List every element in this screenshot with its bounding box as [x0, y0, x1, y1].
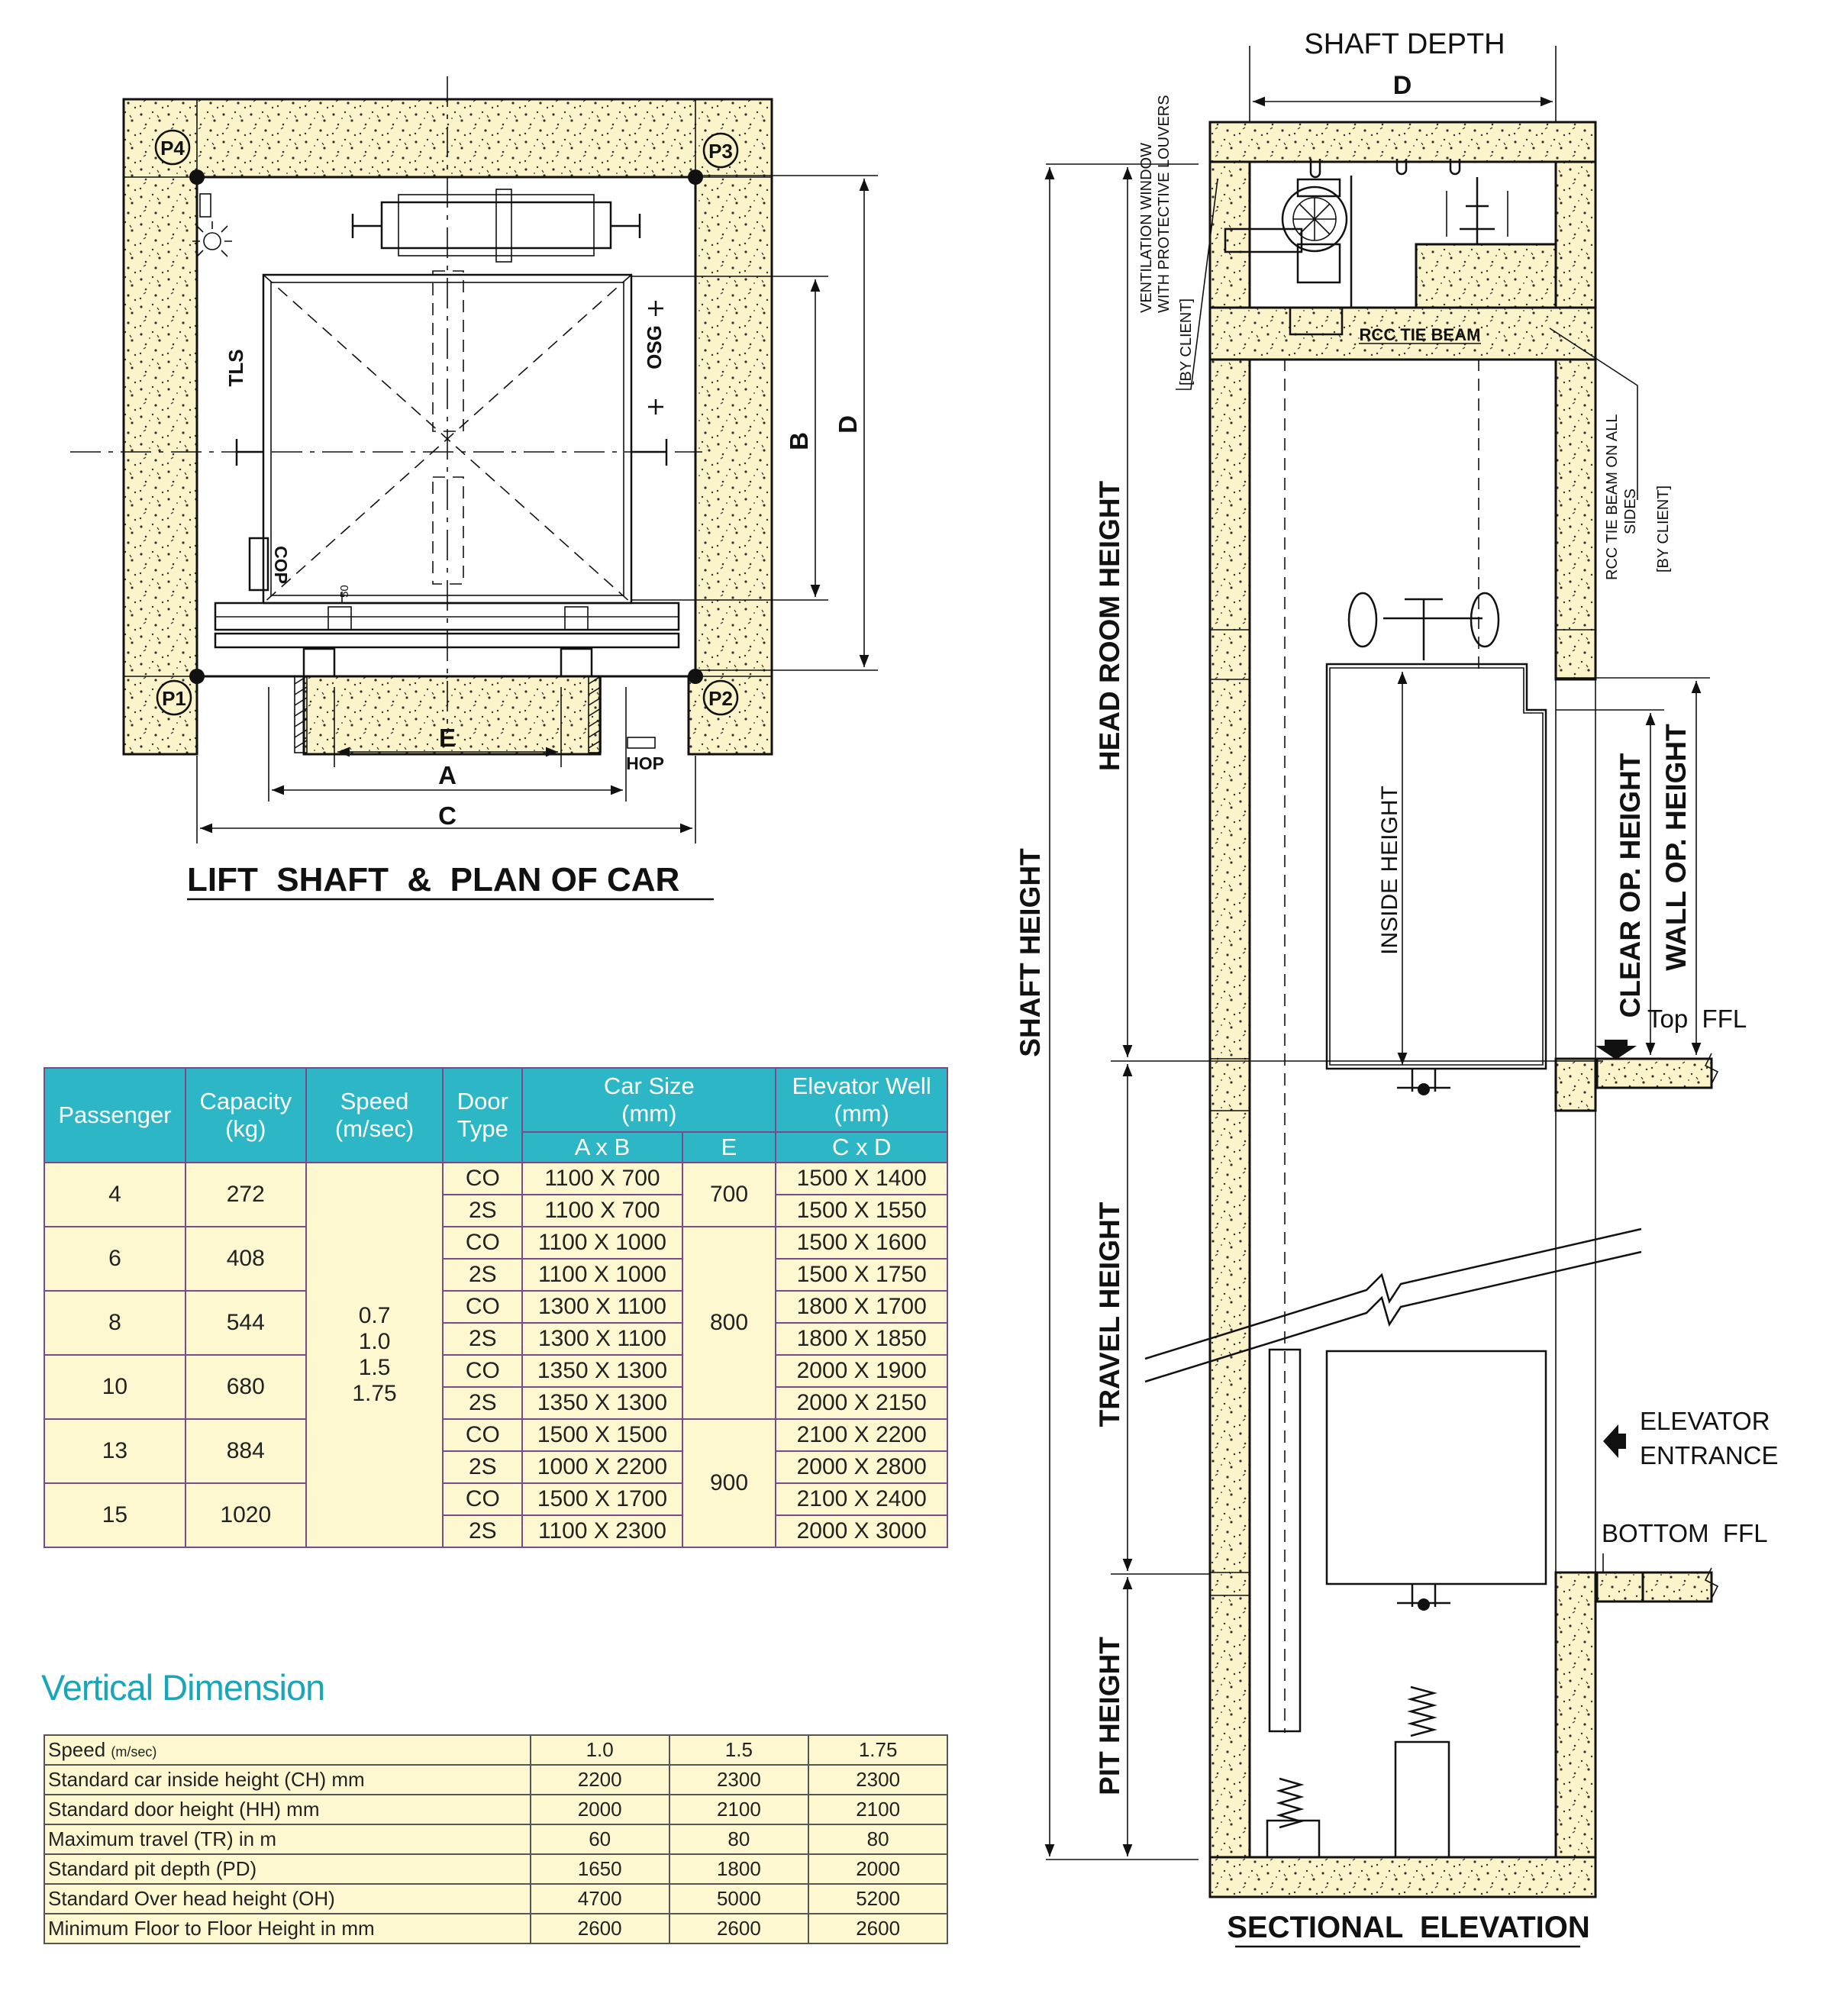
svg-text:B: B [785, 432, 813, 450]
vertical-row-value: 2600 [669, 1914, 809, 1943]
pillar-p1 [157, 681, 191, 714]
vertical-row-label: Maximum travel (TR) in m [44, 1824, 531, 1854]
car-size-cell: 1350 X 1300 [522, 1355, 682, 1387]
vertical-row-value: 1800 [669, 1854, 809, 1884]
speed-value: 1.5 [358, 1355, 391, 1380]
svg-text:E: E [438, 724, 457, 752]
vertical-row-label: Standard car inside height (CH) mm [44, 1765, 531, 1795]
shaft-depth-label: SHAFT DEPTH [1304, 28, 1505, 60]
vertical-row-label: Standard pit depth (PD) [44, 1854, 531, 1884]
pit-height-label: PIT HEIGHT [1094, 1637, 1125, 1795]
vertical-row-value: 2100 [808, 1795, 947, 1824]
header-car-size: Car Size (mm) [522, 1068, 776, 1132]
door-cell: CO [443, 1355, 522, 1387]
speed-value: 1.75 [352, 1381, 397, 1406]
bottom-ffl-label: BOTTOM FFL [1602, 1519, 1768, 1547]
passenger-cell: 10 [44, 1355, 186, 1419]
vertical-row-value: 2300 [669, 1765, 809, 1795]
car-size-cell: 1000 X 2200 [522, 1451, 682, 1483]
rcc-tie-beam-label: RCC TIE BEAM [1359, 325, 1481, 344]
passenger-cell: 8 [44, 1291, 186, 1355]
header-cd: C x D [776, 1132, 947, 1163]
table-row [44, 1483, 947, 1515]
pillar-p2 [704, 681, 737, 714]
hop-box [628, 737, 655, 748]
e-cell: 800 [682, 1227, 776, 1419]
car-size-cell: 1350 X 1300 [522, 1387, 682, 1419]
table-row [44, 1227, 947, 1259]
well-cell: 2100 X 2200 [776, 1419, 947, 1451]
e-cell: 900 [682, 1419, 776, 1547]
table-row [44, 1419, 947, 1451]
vertical-row-value: 2000 [531, 1795, 669, 1824]
ventilation-note-1: VENTILATION WINDOW [1138, 143, 1155, 313]
vertical-row-value: 80 [808, 1824, 947, 1854]
door-cell: 2S [443, 1259, 522, 1291]
car-size-cell: 1100 X 2300 [522, 1515, 682, 1547]
header-well: Elevator Well (mm) [776, 1068, 947, 1132]
speed-header: Speed (m/sec) [44, 1735, 531, 1765]
passenger-cell: 4 [44, 1163, 186, 1227]
svg-text:P4: P4 [160, 137, 185, 160]
capacity-cell: 272 [186, 1163, 306, 1227]
well-cell: 1500 X 1600 [776, 1227, 947, 1259]
speed-1: 1.0 [531, 1735, 669, 1765]
table-row [44, 1914, 947, 1943]
well-cell: 1500 X 1550 [776, 1195, 947, 1227]
osg-label: OSG [643, 325, 666, 369]
gap-label: 50 [338, 585, 351, 598]
vertical-row-value: 2300 [808, 1765, 947, 1795]
door-cell: CO [443, 1291, 522, 1323]
elevator-label: ELEVATOR [1640, 1407, 1770, 1435]
spec-table [44, 1067, 948, 1548]
svg-text:P2: P2 [708, 687, 733, 710]
capacity-cell: 1020 [186, 1483, 306, 1547]
door-cell: CO [443, 1227, 522, 1259]
well-cell: 2000 X 3000 [776, 1515, 947, 1547]
vertical-row-value: 60 [531, 1824, 669, 1854]
svg-text:P3: P3 [708, 140, 733, 163]
table-row [44, 1163, 947, 1195]
vertical-row-label: Standard door height (HH) mm [44, 1795, 531, 1824]
svg-text:P1: P1 [162, 687, 186, 710]
speed-3: 1.75 [808, 1735, 947, 1765]
pillar-p4 [156, 131, 189, 164]
well-cell: 1800 X 1700 [776, 1291, 947, 1323]
header-passenger: Passenger [44, 1068, 186, 1163]
car-size-cell: 1300 X 1100 [522, 1323, 682, 1355]
table-row [44, 1795, 947, 1824]
svg-text:INSIDE HEIGHT: INSIDE HEIGHT [1377, 785, 1402, 955]
top-ffl-label: Top FFL [1647, 1005, 1747, 1033]
vertical-row-label: Standard Over head height (OH) [44, 1884, 531, 1914]
vertical-table [44, 1734, 948, 1944]
table-row [44, 1765, 947, 1795]
door-cell: CO [443, 1483, 522, 1515]
lamp-icon [192, 194, 232, 256]
wall-op-height-label: WALL OP. HEIGHT [1660, 724, 1692, 971]
capacity-cell: 680 [186, 1355, 306, 1419]
well-cell: 2000 X 2150 [776, 1387, 947, 1419]
svg-text:A: A [438, 761, 457, 789]
door-cell: 2S [443, 1515, 522, 1547]
capacity-cell: 408 [186, 1227, 306, 1291]
rcc-note-1: RCC TIE BEAM ON ALL [1604, 414, 1621, 580]
header-door: Door Type [443, 1068, 522, 1163]
table-row [44, 1735, 947, 1765]
door-cell: CO [443, 1163, 522, 1195]
speed-value: 0.7 [358, 1303, 391, 1328]
capacity-cell: 544 [186, 1291, 306, 1355]
upper-car [1327, 593, 1546, 1095]
vertical-row-value: 2600 [808, 1914, 947, 1943]
door-cell: 2S [443, 1451, 522, 1483]
car-size-cell: 1500 X 1500 [522, 1419, 682, 1451]
ventilation-note-3: [BY CLIENT] [1178, 298, 1195, 385]
car-size-cell: 1100 X 700 [522, 1163, 682, 1195]
speed-cell [306, 1163, 444, 1547]
capacity-cell: 884 [186, 1419, 306, 1483]
vertical-row-value: 2200 [531, 1765, 669, 1795]
passenger-cell: 15 [44, 1483, 186, 1547]
ventilation-note-2: WITH PROTECTIVE LOUVERS [1156, 95, 1173, 313]
vertical-row-value: 1650 [531, 1854, 669, 1884]
vertical-row-value: 4700 [531, 1884, 669, 1914]
car-size-cell: 1300 X 1100 [522, 1291, 682, 1323]
lower-car [1327, 1351, 1546, 1611]
clear-op-height-label: CLEAR OP. HEIGHT [1615, 753, 1646, 1018]
passenger-cell: 6 [44, 1227, 186, 1291]
well-cell: 1500 X 1400 [776, 1163, 947, 1195]
well-cell: 1500 X 1750 [776, 1259, 947, 1291]
table-row [44, 1355, 947, 1387]
vertical-row-value: 2600 [531, 1914, 669, 1943]
vertical-row-value: 80 [669, 1824, 809, 1854]
header-e: E [682, 1132, 776, 1163]
vertical-row-value: 2100 [669, 1795, 809, 1824]
car-size-cell: 1100 X 1000 [522, 1259, 682, 1291]
table-row [44, 1854, 947, 1884]
vertical-row-value: 5000 [669, 1884, 809, 1914]
section-title: SECTIONAL ELEVATION [1227, 1911, 1590, 1944]
pillar-p3 [704, 134, 737, 167]
svg-text:D: D [834, 415, 862, 434]
well-cell: 2000 X 2800 [776, 1451, 947, 1483]
e-cell: 700 [682, 1163, 776, 1227]
rcc-note-2: SIDES [1622, 488, 1639, 534]
door-cell: 2S [443, 1387, 522, 1419]
cop-label: COP [271, 546, 291, 584]
svg-text:C: C [438, 802, 457, 830]
door-cell: 2S [443, 1323, 522, 1355]
entrance-arrow-icon [1603, 1424, 1626, 1458]
rcc-note-3: [BY CLIENT] [1655, 485, 1672, 573]
section-d-label: D [1392, 71, 1412, 100]
vertical-row-value: 5200 [808, 1884, 947, 1914]
head-room-height-label: HEAD ROOM HEIGHT [1094, 480, 1125, 772]
hop-label: HOP [626, 753, 664, 773]
well-cell: 2000 X 1900 [776, 1355, 947, 1387]
vertical-row-label: Minimum Floor to Floor Height in mm [44, 1914, 531, 1943]
well-cell: 2100 X 2400 [776, 1483, 947, 1515]
tls-label: TLS [224, 349, 247, 387]
car-size-cell: 1500 X 1700 [522, 1483, 682, 1515]
passenger-cell: 13 [44, 1419, 186, 1483]
table-row [44, 1291, 947, 1323]
table-row [44, 1824, 947, 1854]
speed-value: 1.0 [358, 1329, 391, 1354]
car-size-cell: 1100 X 700 [522, 1195, 682, 1227]
header-speed: Speed (m/sec) [306, 1068, 444, 1163]
counterweight [353, 189, 640, 262]
well-cell: 1800 X 1850 [776, 1323, 947, 1355]
table-row [44, 1884, 947, 1914]
plan-title: LIFT SHAFT & PLAN OF CAR [187, 861, 680, 898]
door-cell: 2S [443, 1195, 522, 1227]
car-size-cell: 1100 X 1000 [522, 1227, 682, 1259]
shaft-height-label: SHAFT HEIGHT [1015, 848, 1046, 1057]
header-ab: A x B [522, 1132, 682, 1163]
speed-2: 1.5 [669, 1735, 809, 1765]
header-capacity: Capacity (kg) [186, 1068, 306, 1163]
entrance-label: ENTRANCE [1640, 1441, 1779, 1469]
cop-panel [250, 538, 268, 590]
travel-height-label: TRAVEL HEIGHT [1094, 1202, 1125, 1427]
door-cell: CO [443, 1419, 522, 1451]
vertical-dimension-title: Vertical Dimension [41, 1667, 325, 1708]
vertical-row-value: 2000 [808, 1854, 947, 1884]
